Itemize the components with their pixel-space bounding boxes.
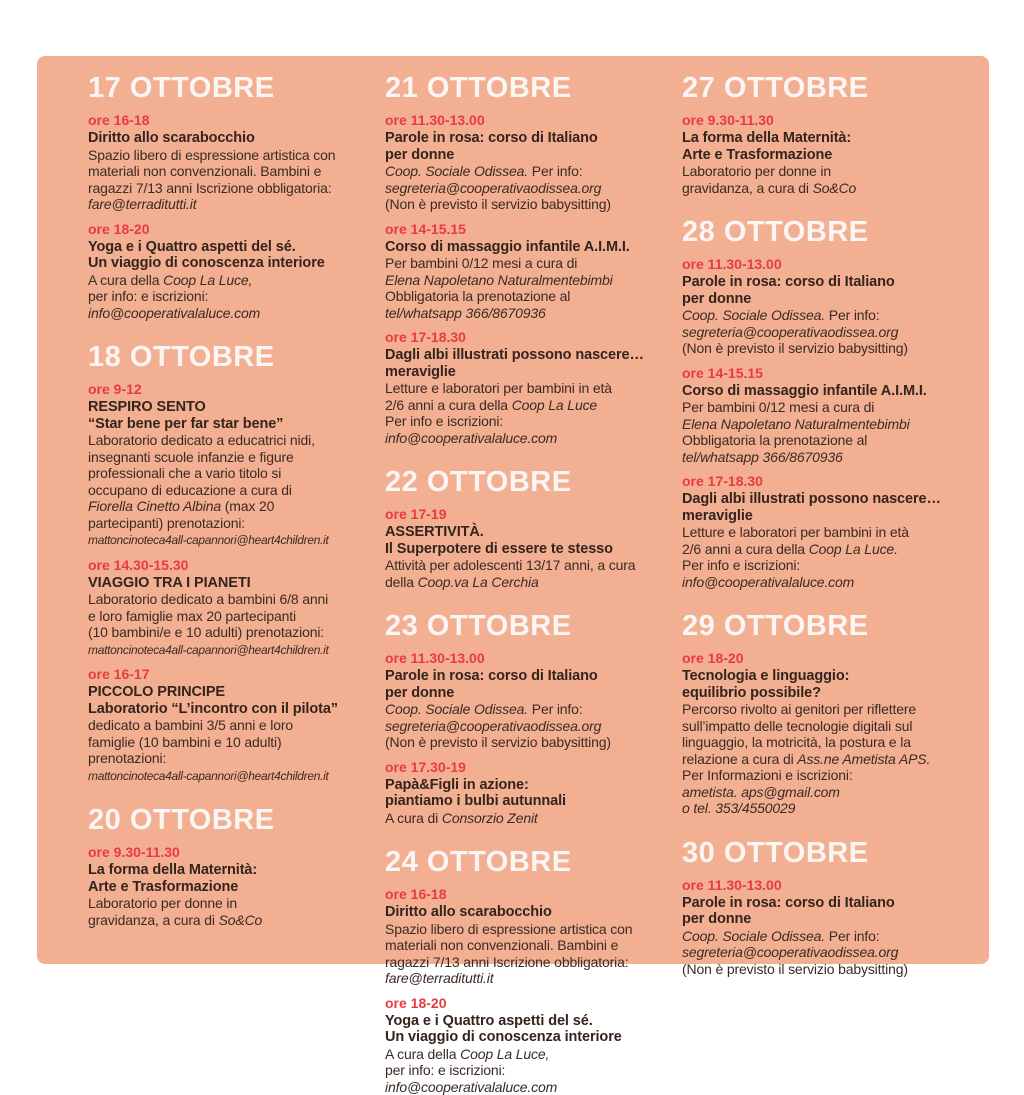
text-segment: Elena Napoletano Naturalmentebimbi <box>385 272 613 288</box>
event-body-line <box>88 288 381 305</box>
event-title: Dagli albi illustrati possono nascere… <box>682 491 975 508</box>
event-title: Diritto allo scarabocchio <box>88 130 381 147</box>
text-segment: Obbligatoria la prenotazione al <box>682 432 867 448</box>
event-body-line <box>682 767 975 784</box>
text-segment: Attività per adolescenti 13/17 anni, a cura <box>385 557 635 573</box>
text-segment: Per info: <box>825 928 880 944</box>
text-segment: Letture e laboratori per bambini in età <box>682 524 909 540</box>
text-segment: Consorzio Zenit <box>442 810 538 826</box>
event-body-line <box>682 163 975 180</box>
event-body-line <box>385 937 678 954</box>
event-body-line <box>385 574 678 591</box>
event-body-line <box>682 557 975 574</box>
event-block <box>88 844 381 928</box>
event-body-line <box>385 557 678 574</box>
event-time: ore 9.30-11.30 <box>682 112 975 128</box>
text-segment: Coop.va La Cerchia <box>418 574 539 590</box>
text-segment: occupano di educazione a cura di <box>88 482 292 498</box>
event-time: ore 18-20 <box>682 650 975 666</box>
event-block <box>88 557 381 659</box>
text-segment: Per info: <box>528 163 583 179</box>
event-time: ore 16-17 <box>88 666 381 682</box>
event-body-line <box>682 574 975 591</box>
event-time: ore 17-18.30 <box>682 473 975 489</box>
event-title: Arte e Trasformazione <box>88 879 381 896</box>
date-heading: 20 OTTOBRE <box>88 804 381 836</box>
text-segment: (Non è previsto il servizio babysitting) <box>682 340 908 356</box>
event-body-line <box>88 895 381 912</box>
event-body-line <box>682 432 975 449</box>
section-28-ottobre <box>682 216 975 590</box>
event-body-line <box>682 751 975 768</box>
event-time: ore 18-20 <box>385 995 678 1011</box>
event-title: equilibrio possibile? <box>682 685 975 702</box>
event-title: Laboratorio “L’incontro con il pilota” <box>88 701 381 718</box>
text-segment: per info: e iscrizioni: <box>88 288 208 304</box>
event-body-line <box>88 767 381 785</box>
text-segment: info@cooperativalaluce.com <box>385 1079 557 1095</box>
text-segment: Per info e iscrizioni: <box>385 413 503 429</box>
event-body-line <box>88 449 381 466</box>
event-body-line <box>682 944 975 961</box>
text-segment: ragazzi 7/13 anni Iscrizione obbligatoria: <box>88 180 332 196</box>
date-heading: 23 OTTOBRE <box>385 610 678 642</box>
event-title: Parole in rosa: corso di Italiano <box>682 274 975 291</box>
event-time: ore 14-15.15 <box>682 365 975 381</box>
event-body-line <box>88 147 381 164</box>
text-segment: mattoncinoteca4all-capannori@heart4children.it <box>88 533 329 547</box>
text-segment: insegnanti scuole infanzie e figure <box>88 449 294 465</box>
event-body-line <box>88 305 381 322</box>
event-body-line <box>88 734 381 751</box>
event-title: Yoga e i Quattro aspetti del sé. <box>385 1013 678 1030</box>
text-segment: (Non è previsto il servizio babysitting) <box>385 734 611 750</box>
event-title: La forma della Maternità: <box>88 862 381 879</box>
event-body-line <box>682 340 975 357</box>
event-time: ore 11.30-13.00 <box>385 112 678 128</box>
column-1 <box>88 72 381 964</box>
text-segment: info@cooperativalaluce.com <box>682 574 854 590</box>
event-body-line <box>385 180 678 197</box>
text-segment: fare@terraditutti.it <box>88 196 196 212</box>
event-block <box>385 329 678 446</box>
event-body-line <box>385 1062 678 1079</box>
event-title: Corso di massaggio infantile A.I.M.I. <box>385 239 678 256</box>
section-27-ottobre <box>682 72 975 196</box>
event-body-line <box>385 272 678 289</box>
text-segment: Ass.ne Ametista APS. <box>797 751 930 767</box>
event-body-line <box>682 718 975 735</box>
section-20-ottobre <box>88 804 381 928</box>
event-title: meraviglie <box>385 364 678 381</box>
event-body-line <box>682 734 975 751</box>
event-body-line <box>88 465 381 482</box>
event-title: “Star bene per far star bene” <box>88 416 381 433</box>
event-time: ore 9.30-11.30 <box>88 844 381 860</box>
event-title: La forma della Maternità: <box>682 130 975 147</box>
text-segment: relazione a cura di <box>682 751 797 767</box>
event-title: Corso di massaggio infantile A.I.M.I. <box>682 383 975 400</box>
text-segment: o tel. 353/4550029 <box>682 800 795 816</box>
text-segment: So&Co <box>813 180 857 196</box>
event-block <box>682 650 975 817</box>
event-body-line <box>88 608 381 625</box>
event-block <box>88 666 381 784</box>
event-title: Dagli albi illustrati possono nascere… <box>385 347 678 364</box>
date-heading: 29 OTTOBRE <box>682 610 975 642</box>
event-block <box>682 473 975 590</box>
event-body-line <box>385 701 678 718</box>
event-block <box>385 221 678 322</box>
event-block <box>682 365 975 466</box>
event-title: RESPIRO SENTO <box>88 399 381 416</box>
text-segment: info@cooperativalaluce.com <box>88 305 260 321</box>
event-body-line <box>88 163 381 180</box>
event-body-line <box>88 432 381 449</box>
section-30-ottobre <box>682 837 975 978</box>
event-body-line <box>88 591 381 608</box>
date-heading: 18 OTTOBRE <box>88 341 381 373</box>
section-22-ottobre <box>385 466 678 590</box>
event-body-line <box>88 717 381 734</box>
event-block <box>88 112 381 213</box>
event-time: ore 14.30-15.30 <box>88 557 381 573</box>
event-body-line <box>88 750 381 767</box>
text-segment: Per info e iscrizioni: <box>682 557 800 573</box>
event-block <box>88 381 381 549</box>
event-title: Yoga e i Quattro aspetti del sé. <box>88 239 381 256</box>
event-body-line <box>682 399 975 416</box>
text-segment: Coop. Sociale Odissea. <box>385 163 528 179</box>
event-body-line <box>682 307 975 324</box>
text-segment: Coop. Sociale Odissea. <box>682 307 825 323</box>
event-title: meraviglie <box>682 508 975 525</box>
text-segment: e loro famiglie max 20 partecipanti <box>88 608 296 624</box>
event-body-line <box>385 1046 678 1063</box>
text-segment: Per info: <box>825 307 880 323</box>
text-segment: ametista. aps@gmail.com <box>682 784 840 800</box>
date-heading: 17 OTTOBRE <box>88 72 381 104</box>
event-body-line <box>682 784 975 801</box>
text-segment: per info: e iscrizioni: <box>385 1062 505 1078</box>
event-time: ore 16-18 <box>88 112 381 128</box>
event-title: Parole in rosa: corso di Italiano <box>385 130 678 147</box>
event-body-line <box>682 324 975 341</box>
text-segment: della <box>385 574 418 590</box>
text-segment: materiali non convenzionali. Bambini e <box>385 937 618 953</box>
event-body-line <box>385 196 678 213</box>
event-body-line <box>88 482 381 499</box>
text-segment: So&Co <box>219 912 263 928</box>
event-time: ore 18-20 <box>88 221 381 237</box>
text-segment: Spazio libero di espressione artistica con <box>88 147 335 163</box>
event-body-line <box>385 734 678 751</box>
text-segment: Obbligatoria la prenotazione al <box>385 288 570 304</box>
event-block <box>385 759 678 827</box>
text-segment: info@cooperativalaluce.com <box>385 430 557 446</box>
text-segment: Letture e laboratori per bambini in età <box>385 380 612 396</box>
event-time: ore 11.30-13.00 <box>682 256 975 272</box>
event-body-line <box>385 163 678 180</box>
event-body-line <box>385 397 678 414</box>
text-segment: fare@terraditutti.it <box>385 970 493 986</box>
event-block <box>385 506 678 590</box>
section-18-ottobre <box>88 341 381 784</box>
event-block <box>682 112 975 196</box>
text-segment: gravidanza, a cura di <box>88 912 219 928</box>
text-segment: Laboratorio per donne in <box>88 895 237 911</box>
event-body-line <box>682 541 975 558</box>
event-body-line <box>682 524 975 541</box>
text-segment: ragazzi 7/13 anni Iscrizione obbligatoria: <box>385 954 629 970</box>
text-segment: (10 bambini/e e 10 adulti) prenotazioni: <box>88 624 324 640</box>
date-heading: 22 OTTOBRE <box>385 466 678 498</box>
text-segment: partecipanti) prenotazioni: <box>88 515 245 531</box>
event-body-line <box>88 180 381 197</box>
event-time: ore 9-12 <box>88 381 381 397</box>
text-segment: Coop La Luce, <box>460 1046 549 1062</box>
event-body-line <box>385 921 678 938</box>
event-body-line <box>682 701 975 718</box>
event-body-line <box>88 531 381 549</box>
text-segment: materiali non convenzionali. Bambini e <box>88 163 321 179</box>
event-title: Tecnologia e linguaggio: <box>682 668 975 685</box>
poster-panel <box>37 56 989 964</box>
event-time: ore 14-15.15 <box>385 221 678 237</box>
event-body-line <box>88 272 381 289</box>
text-segment: Coop. Sociale Odissea. <box>385 701 528 717</box>
text-segment: Per bambini 0/12 mesi a cura di <box>682 399 874 415</box>
event-body-line <box>682 180 975 197</box>
section-23-ottobre <box>385 610 678 826</box>
text-segment: Coop La Luce. <box>809 541 898 557</box>
text-segment: Spazio libero di espressione artistica con <box>385 921 632 937</box>
event-body-line <box>385 413 678 430</box>
event-title: Papà&Figli in azione: <box>385 777 678 794</box>
event-body-line <box>88 912 381 929</box>
text-segment: Coop. Sociale Odissea. <box>682 928 825 944</box>
text-segment: linguaggio, la motricità, la postura e la <box>682 734 911 750</box>
event-block <box>88 221 381 322</box>
event-body-line <box>385 970 678 987</box>
text-segment: prenotazioni: <box>88 750 166 766</box>
event-time: ore 11.30-13.00 <box>385 650 678 666</box>
event-body-line <box>88 641 381 659</box>
text-segment: famiglie (10 bambini e 10 adulti) <box>88 734 282 750</box>
text-segment: Per bambini 0/12 mesi a cura di <box>385 255 577 271</box>
text-segment: Laboratorio dedicato a bambini 6/8 anni <box>88 591 328 607</box>
event-block <box>682 877 975 978</box>
text-segment: Fiorella Cinetto Albina <box>88 498 221 514</box>
event-title: ASSERTIVITÀ. <box>385 524 678 541</box>
section-24-ottobre <box>385 846 678 1095</box>
event-body-line <box>385 255 678 272</box>
event-block <box>682 256 975 357</box>
text-segment: (Non è previsto il servizio babysitting) <box>385 196 611 212</box>
text-segment: mattoncinoteca4all-capannori@heart4children.it <box>88 643 329 657</box>
text-segment: Laboratorio dedicato a educatrici nidi, <box>88 432 315 448</box>
text-segment: Elena Napoletano Naturalmentebimbi <box>682 416 910 432</box>
text-segment: Coop La Luce <box>512 397 597 413</box>
text-segment: segreteria@cooperativaodissea.org <box>385 180 601 196</box>
text-segment: segreteria@cooperativaodissea.org <box>682 944 898 960</box>
event-body-line <box>385 380 678 397</box>
text-segment: segreteria@cooperativaodissea.org <box>682 324 898 340</box>
event-body-line <box>682 449 975 466</box>
date-heading: 21 OTTOBRE <box>385 72 678 104</box>
event-title: per donne <box>682 911 975 928</box>
text-segment: Coop La Luce, <box>163 272 252 288</box>
text-segment: mattoncinoteca4all-capannori@heart4children.it <box>88 769 329 783</box>
text-segment: 2/6 anni a cura della <box>682 541 809 557</box>
event-block <box>385 112 678 213</box>
section-21-ottobre <box>385 72 678 446</box>
text-segment: Per info: <box>528 701 583 717</box>
event-body-line <box>385 305 678 322</box>
column-3 <box>682 72 975 964</box>
event-title: PICCOLO PRINCIPE <box>88 684 381 701</box>
event-title: per donne <box>385 147 678 164</box>
text-segment: sull’impatto delle tecnologie digitali sul <box>682 718 912 734</box>
event-body-line <box>385 810 678 827</box>
event-time: ore 16-18 <box>385 886 678 902</box>
event-body-line <box>682 800 975 817</box>
event-title: piantiamo i bulbi autunnali <box>385 793 678 810</box>
event-title: Diritto allo scarabocchio <box>385 904 678 921</box>
event-title: per donne <box>682 291 975 308</box>
date-heading: 24 OTTOBRE <box>385 846 678 878</box>
event-body-line <box>385 718 678 735</box>
event-title: Arte e Trasformazione <box>682 147 975 164</box>
event-title: Il Superpotere di essere te stesso <box>385 541 678 558</box>
date-heading: 27 OTTOBRE <box>682 72 975 104</box>
event-body-line <box>682 416 975 433</box>
section-29-ottobre <box>682 610 975 817</box>
event-body-line <box>88 515 381 532</box>
event-body-line <box>682 961 975 978</box>
event-body-line <box>385 954 678 971</box>
text-segment: (max 20 <box>221 498 274 514</box>
event-body-line <box>88 498 381 515</box>
event-body-line <box>385 1079 678 1095</box>
text-segment: A cura di <box>385 810 442 826</box>
text-segment: (Non è previsto il servizio babysitting) <box>682 961 908 977</box>
text-segment: Percorso rivolto ai genitori per riflettere <box>682 701 916 717</box>
event-title: Un viaggio di conoscenza interiore <box>88 255 381 272</box>
event-block <box>385 995 678 1095</box>
event-time: ore 17-19 <box>385 506 678 522</box>
event-body-line <box>385 430 678 447</box>
text-segment: tel/whatsapp 366/8670936 <box>385 305 546 321</box>
event-title: Parole in rosa: corso di Italiano <box>385 668 678 685</box>
event-block <box>385 650 678 751</box>
event-title: Un viaggio di conoscenza interiore <box>385 1029 678 1046</box>
text-segment: 2/6 anni a cura della <box>385 397 512 413</box>
event-body-line <box>385 288 678 305</box>
event-time: ore 17-18.30 <box>385 329 678 345</box>
date-heading: 28 OTTOBRE <box>682 216 975 248</box>
column-2 <box>385 72 678 964</box>
section-17-ottobre <box>88 72 381 321</box>
text-segment: dedicato a bambini 3/5 anni e loro <box>88 717 293 733</box>
text-segment: professionali che a vario titolo si <box>88 465 281 481</box>
text-segment: Per Informazioni e iscrizioni: <box>682 767 853 783</box>
text-segment: gravidanza, a cura di <box>682 180 813 196</box>
event-body-line <box>682 928 975 945</box>
event-title: per donne <box>385 685 678 702</box>
date-heading: 30 OTTOBRE <box>682 837 975 869</box>
text-segment: segreteria@cooperativaodissea.org <box>385 718 601 734</box>
event-block <box>385 886 678 987</box>
text-segment: A cura della <box>88 272 163 288</box>
event-time: ore 17.30-19 <box>385 759 678 775</box>
event-body-line <box>88 196 381 213</box>
event-time: ore 11.30-13.00 <box>682 877 975 893</box>
text-segment: A cura della <box>385 1046 460 1062</box>
text-segment: Laboratorio per donne in <box>682 163 831 179</box>
event-title: VIAGGIO TRA I PIANETI <box>88 575 381 592</box>
text-segment: tel/whatsapp 366/8670936 <box>682 449 843 465</box>
event-title: Parole in rosa: corso di Italiano <box>682 895 975 912</box>
event-body-line <box>88 624 381 641</box>
